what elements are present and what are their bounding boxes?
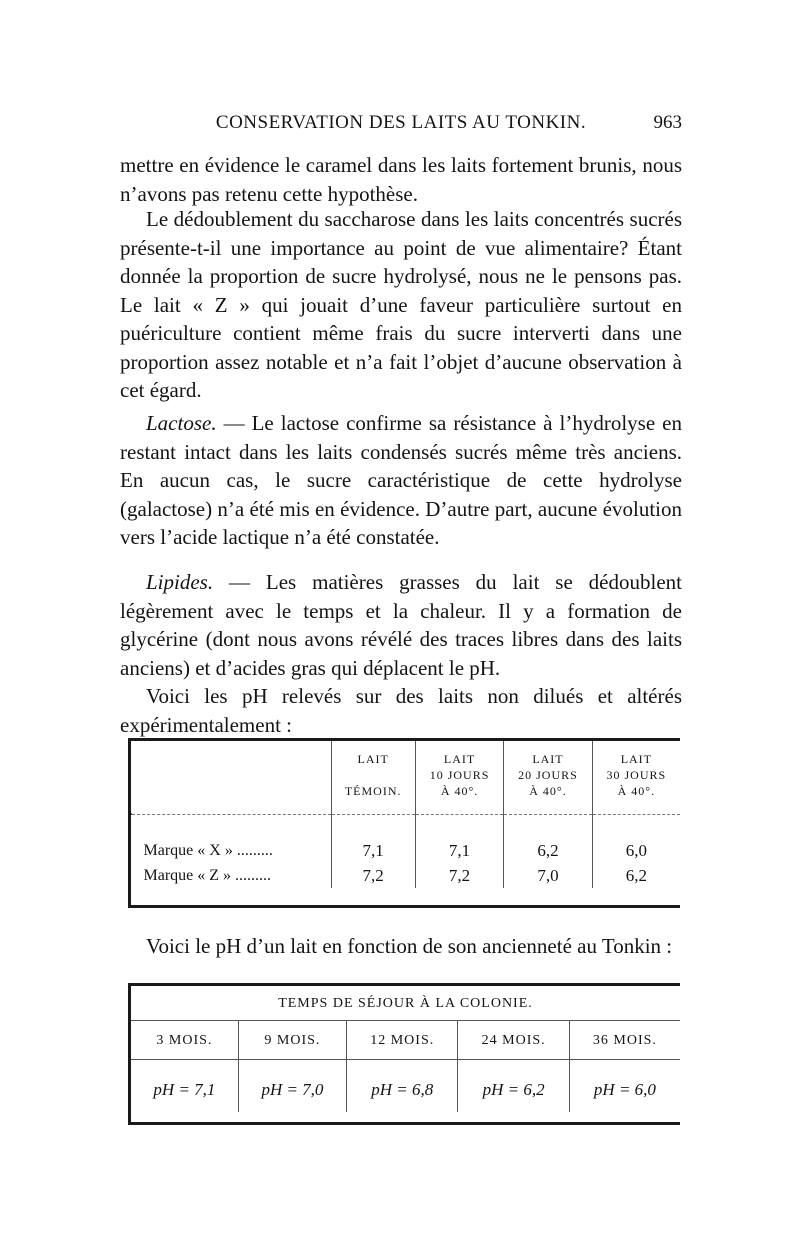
table-row [131, 1060, 680, 1113]
table-cell: 6,2 [504, 815, 592, 864]
col-header-line: LAIT [620, 752, 653, 766]
col-header-3-mois: 3 MOIS. [131, 1021, 238, 1060]
paragraph-lactose [120, 409, 682, 552]
paragraph-text: Voici le pH d’un lait en fonction de son ancienneté au Tonkin : [146, 934, 673, 958]
paragraph-caramel [120, 151, 682, 208]
table-cell: pH = 6,8 [347, 1060, 458, 1113]
table-cell: 7,2 [415, 863, 503, 888]
table-cell: 7,1 [331, 815, 415, 864]
section-lead-lipides: Lipides. [146, 570, 214, 594]
lactose-text: — Le lactose confirme sa résistance à l’hydrolyse en restant intact dans les laits condensés sucrés même très anciens. En aucun cas, le sucre caractéristique de cette hydrolyse (galactose) n’a été mis en évidence. D’autre part, aucune évolution vers l’acide lactique n’a été constatée. [120, 411, 682, 549]
paragraph-text: Le dédoublement du saccharose dans les laits concentrés sucrés présente-t-il une importance au point de vue alimentaire? Étant donnée la proportion de sucre hydrolysé, nous ne le pensons pas. Le lait « Z » qui jouait d’une faveur particulière surtout en puériculture contient même frais du sucre interverti dans une proportion assez notable et n’a fait l’objet d’aucune observation à cet égard. [120, 207, 682, 402]
ph-table-colony-grid [131, 986, 680, 1112]
col-header-30-jours [592, 741, 680, 813]
table-cell: 6,0 [592, 815, 680, 864]
table-header-row [131, 1021, 680, 1060]
ph-table-colony [128, 983, 680, 1125]
lipides-text: — Les matières grasses du lait se dédoublent légèrement avec le temps et la chaleur. Il y a formation de glycérine (dont nous avons révélé des traces libres dans des laits anciens) et d’acides gras qui déplacent le pH. [120, 570, 682, 680]
paragraph-text: mettre en évidence le caramel dans les laits fortement brunis, nous n’avons pas retenu cette hypothèse. [120, 153, 682, 206]
col-header-line: TÉMOIN. [344, 784, 402, 798]
paragraph-text [120, 409, 682, 552]
col-header-line: À 40°. [440, 784, 479, 798]
col-header-20-jours [504, 741, 592, 813]
table-row [132, 863, 681, 888]
col-header-line: À 40°. [529, 784, 567, 798]
table-cell: 7,2 [331, 863, 415, 888]
paragraph-saccharose [120, 205, 682, 405]
col-header-9-mois: 9 MOIS. [238, 1021, 346, 1060]
page-header [120, 112, 682, 142]
table-cell: 6,2 [592, 863, 680, 888]
paragraph-text [120, 568, 682, 682]
col-header-line: 30 JOURS [606, 768, 667, 782]
col-header-12-mois: 12 MOIS. [347, 1021, 458, 1060]
paragraph-intro-table1: Voici les pH relevés sur des laits non dilués et altérés expérimentalement : [120, 684, 682, 737]
col-header-line: 10 JOURS [429, 768, 490, 782]
paragraph-lipides [120, 568, 682, 739]
row-header-empty [132, 741, 332, 813]
ph-table-experimental-grid [131, 741, 680, 888]
page-number: 963 [653, 112, 682, 133]
running-title: CONSERVATION DES LAITS AU TONKIN. [215, 112, 587, 133]
span-header-temps-sejour: TEMPS DE SÉJOUR À LA COLONIE. [131, 986, 680, 1021]
col-header-line: À 40°. [617, 784, 656, 798]
col-header-line: 20 JOURS [518, 768, 578, 782]
col-header-10-jours [415, 741, 503, 813]
table-cell: pH = 7,1 [153, 1080, 216, 1099]
table-row [132, 815, 681, 864]
table-cell: 7,1 [415, 815, 503, 864]
table-cell: 7,0 [504, 863, 592, 888]
table-cell: pH = 7,0 [238, 1060, 346, 1113]
ph-table-experimental [128, 738, 680, 908]
col-header-line: LAIT [443, 752, 476, 766]
table-cell: pH = 6,0 [569, 1060, 680, 1113]
col-header-line: LAIT [532, 752, 564, 766]
paragraph-intro-table2 [120, 932, 682, 961]
col-header-temoin [331, 741, 415, 813]
col-header-24-mois: 24 MOIS. [458, 1021, 569, 1060]
col-header-line: LAIT [357, 752, 389, 766]
row-label-marque-x: Marque « X » ......... [143, 842, 273, 859]
table-cell: pH = 6,2 [458, 1060, 569, 1113]
col-header-36-mois: 36 MOIS. [569, 1021, 680, 1060]
table-header-row [132, 741, 681, 813]
section-lead-lactose: Lactose. [146, 411, 217, 435]
row-label-marque-z: Marque « Z » ......... [143, 867, 272, 884]
table-span-header-row [131, 986, 680, 1021]
